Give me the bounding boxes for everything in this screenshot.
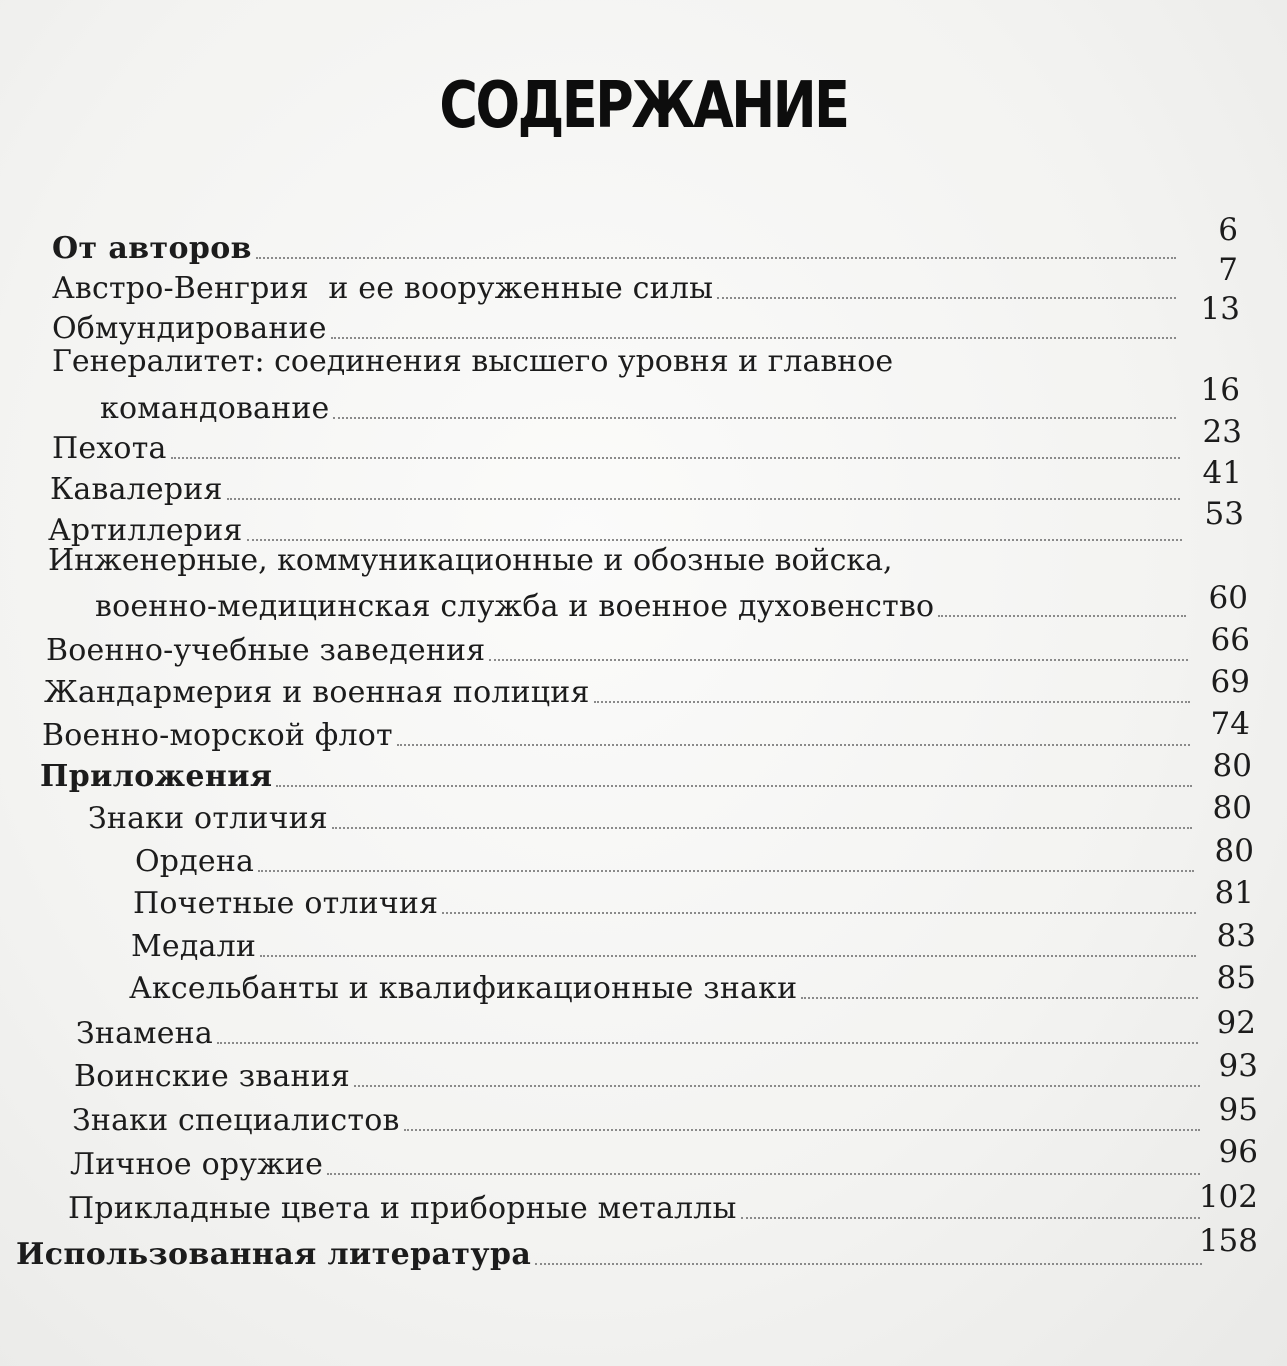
page-title: СОДЕРЖАНИЕ xyxy=(439,69,848,143)
dot-leader xyxy=(404,1129,1200,1131)
dot-leader xyxy=(260,955,1196,957)
toc-entry-page: 95 xyxy=(1218,1092,1258,1128)
toc-entry-label: Пехота xyxy=(52,430,167,466)
dot-leader xyxy=(227,498,1180,500)
toc-entry xyxy=(16,1232,1206,1272)
toc-entry-label: Знаки специалистов xyxy=(72,1102,400,1138)
toc-entry-label-line1: Инженерные, коммуникационные и обозные войска, xyxy=(48,543,893,578)
toc-entry xyxy=(46,628,1192,668)
toc-entry-page: 69 xyxy=(1210,664,1250,700)
dot-leader xyxy=(801,997,1198,999)
toc-entry xyxy=(40,754,1196,794)
toc-entry-label: Приложения xyxy=(40,758,273,794)
toc-entry-page: 80 xyxy=(1212,748,1252,784)
toc-entry xyxy=(95,584,1190,624)
toc-entry xyxy=(44,670,1194,710)
toc-entry-page: 80 xyxy=(1212,790,1252,826)
toc-entry-page: 16 xyxy=(1200,372,1240,408)
dot-leader xyxy=(489,659,1188,661)
toc-entry-page: 7 xyxy=(1218,252,1238,288)
toc-entry xyxy=(52,426,1184,466)
dot-leader xyxy=(397,744,1190,746)
toc-entry-page: 92 xyxy=(1216,1005,1256,1041)
toc-entry-page: 96 xyxy=(1218,1134,1258,1170)
toc-entry-page: 102 xyxy=(1198,1179,1258,1215)
toc-entry xyxy=(76,1011,1202,1051)
toc-entry-page: 83 xyxy=(1216,918,1256,954)
dot-leader xyxy=(171,457,1180,459)
toc-entry-page: 66 xyxy=(1210,622,1250,658)
toc-entry-label: Ордена xyxy=(135,843,255,879)
toc-entry-label: Прикладные цвета и приборные металлы xyxy=(68,1190,737,1226)
toc-entry-label: Жандармерия и военная полиция xyxy=(44,674,590,710)
dot-leader xyxy=(333,417,1176,419)
toc-entry xyxy=(131,924,1200,964)
toc-entry xyxy=(135,839,1198,879)
toc-entry-label: Личное оружие xyxy=(70,1146,324,1182)
toc-entry-page: 85 xyxy=(1216,960,1256,996)
toc-entry xyxy=(133,881,1200,921)
toc-entry-page: 74 xyxy=(1210,706,1250,742)
dot-leader xyxy=(256,257,1176,259)
dot-leader xyxy=(276,785,1192,787)
toc-entry-label: Почетные отличия xyxy=(133,885,439,921)
toc-entry-page: 158 xyxy=(1198,1223,1258,1259)
toc-entry-page: 23 xyxy=(1202,414,1242,450)
toc-entry xyxy=(88,796,1196,836)
dot-leader xyxy=(331,337,1176,339)
toc-entry xyxy=(50,467,1184,507)
dot-leader xyxy=(535,1263,1202,1265)
toc-entry-page: 53 xyxy=(1204,496,1244,532)
toc-entry-page: 80 xyxy=(1214,833,1254,869)
dot-leader xyxy=(354,1085,1200,1087)
dot-leader xyxy=(247,539,1182,541)
toc-entry-page: 81 xyxy=(1214,875,1254,911)
toc-entry-page: 93 xyxy=(1218,1048,1258,1084)
dot-leader xyxy=(717,297,1176,299)
toc-entry-label: Аксельбанты и квалификационные знаки xyxy=(129,970,798,1006)
toc-entry-label: Кавалерия xyxy=(50,471,223,507)
toc-entry-page: 6 xyxy=(1218,212,1238,248)
toc-entry-page: 13 xyxy=(1200,291,1240,327)
toc-entry-label: командование xyxy=(100,390,330,426)
toc-entry-label: Обмундирование xyxy=(52,310,327,346)
toc-entry xyxy=(48,508,1186,548)
toc-entry-page: 41 xyxy=(1202,455,1242,491)
toc-entry-label: военно-медицинская служба и военное духовенство xyxy=(95,588,935,624)
dot-leader xyxy=(327,1173,1200,1175)
toc-entry-label: Медали xyxy=(131,928,257,964)
toc-entry xyxy=(42,713,1194,753)
toc-entry xyxy=(100,386,1180,426)
toc-entry xyxy=(68,1186,1204,1226)
dot-leader xyxy=(258,870,1194,872)
toc-entry-label: Военно-морской флот xyxy=(42,717,393,753)
dot-leader xyxy=(594,701,1190,703)
toc-entry-label-line1: Генералитет: соединения высшего уровня и главное xyxy=(52,344,894,379)
toc-entry xyxy=(52,306,1180,346)
toc-entry-label: Использованная литература xyxy=(16,1236,532,1272)
toc-entry-label: Австро-Венгрия и ее вооруженные силы xyxy=(52,270,714,306)
toc-entry xyxy=(72,1098,1204,1138)
toc-entry xyxy=(129,966,1202,1006)
dot-leader xyxy=(217,1042,1198,1044)
toc-entry-label: От авторов xyxy=(52,230,252,266)
toc-entry-page: 60 xyxy=(1208,580,1248,616)
toc-entry-label: Артиллерия xyxy=(48,512,243,548)
toc-entry xyxy=(52,266,1180,306)
dot-leader xyxy=(332,827,1192,829)
toc-entry-label: Воинские звания xyxy=(74,1058,350,1094)
dot-leader xyxy=(741,1217,1200,1219)
toc-entry-label: Знамена xyxy=(76,1015,213,1051)
toc-entry xyxy=(74,1054,1204,1094)
toc-entry-label: Знаки отличия xyxy=(88,800,328,836)
dot-leader xyxy=(442,912,1196,914)
dot-leader xyxy=(938,615,1186,617)
toc-entry xyxy=(70,1142,1204,1182)
toc-entry-label: Военно-учебные заведения xyxy=(46,632,486,668)
toc-entry xyxy=(52,226,1180,266)
